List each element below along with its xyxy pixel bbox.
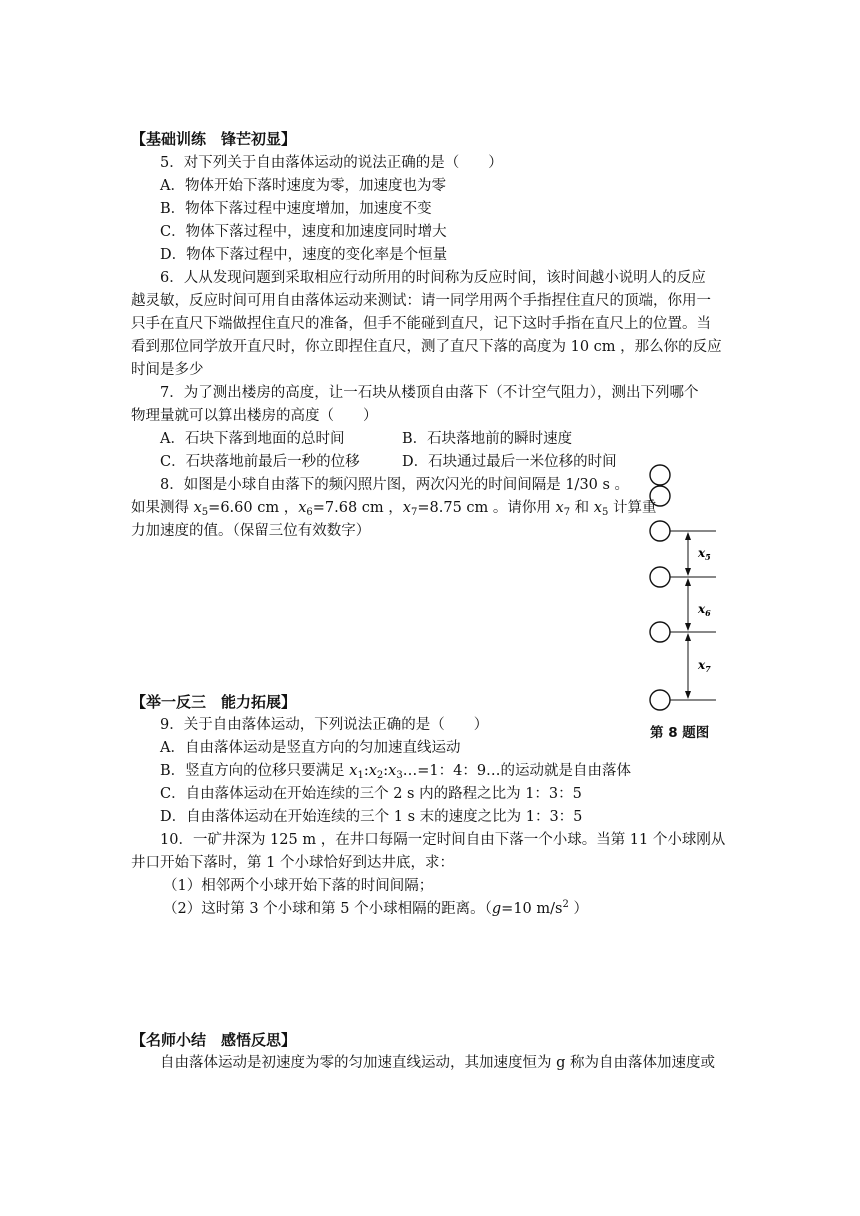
ball-1: [650, 465, 670, 485]
var-x: x: [555, 500, 564, 516]
figure-caption: 第 8 题图: [650, 725, 710, 741]
q6-line-3: 只手在直尺下端做捏住直尺的准备，但手不能碰到直尺，记下这时手指在直尺上的位置。当: [131, 316, 711, 332]
q9-option-d: D．自由落体运动在开始连续的三个 1 s 末的速度之比为 1：3：5: [160, 809, 583, 825]
q10-part-1: （1）相邻两个小球开始下落的时间间隔；: [163, 878, 434, 894]
ball-6: [650, 690, 670, 710]
q9-option-a: A．自由落体运动是竖直方向的匀加速直线运动: [160, 740, 461, 756]
ball-3: [650, 521, 670, 541]
q8-line-2: [131, 497, 656, 519]
var-x: x: [593, 500, 602, 516]
q8-text-end: 计算重: [608, 500, 657, 516]
var-x: x: [368, 763, 377, 779]
q7-option-b: B．石块落地前的瞬时速度: [402, 431, 573, 447]
strobe-photo-figure: [640, 455, 750, 717]
sub-5: 5: [201, 507, 209, 518]
q10-line-2: 井口开始下落时，第 1 个小球恰好到达井底，求：: [131, 855, 454, 871]
q7-option-d: D．石块通过最后一米位移的时间: [402, 454, 617, 470]
q7-option-a: A．石块下落到地面的总时间: [160, 431, 345, 447]
q10-p2-end: ）: [568, 901, 588, 917]
label-x5: $x_5$: [698, 546, 711, 562]
label-x6: $x_6$: [698, 602, 711, 618]
var-x: x: [298, 500, 307, 516]
q6-line-1: 6．人从发现问题到采取相应行动所用的时间称为反应时间，该时间越小说明人的反应: [160, 270, 706, 286]
q10-p2-sup: 2: [562, 899, 569, 910]
q7-line-1: 7．为了测出楼房的高度，让一石块从楼顶自由落下（不计空气阻力），测出下列哪个: [160, 385, 699, 401]
section-heading-extend: 【举一反三 能力拓展】: [131, 693, 297, 711]
ball-2: [650, 486, 670, 506]
q7-line-2: 物理量就可以算出楼房的高度（ ）: [131, 408, 378, 424]
q5-option-b: B．物体下落过程中速度增加，加速度不变: [160, 201, 432, 217]
var-x: x: [388, 763, 397, 779]
q5-stem: 5．对下列关于自由落体运动的说法正确的是（ ）: [160, 155, 503, 171]
sub-7: 7: [563, 507, 571, 518]
q8-and: 和: [570, 500, 594, 516]
q8-line-3: 力加速度的值。（保留三位有效数字）: [131, 523, 371, 539]
q10-line-1: 10．一矿井深为 125 m ，在井口每隔一定时间自由下落一个小球。当第 11 个小球刚从: [160, 832, 726, 848]
q8-x7-value: =8.75 cm 。请你用: [417, 500, 556, 516]
arrow-up-icon: [685, 532, 691, 540]
q5-option-a: A．物体开始下落时速度为零，加速度也为零: [160, 178, 446, 194]
var-g: g: [491, 901, 502, 917]
arrow-down-icon: [685, 568, 691, 576]
arrow-down-icon: [685, 691, 691, 699]
q9-b-pre: B．竖直方向的位移只要满足: [160, 763, 350, 779]
q8-x6-value: =7.68 cm ，: [312, 500, 403, 516]
q6-line-4: 看到那位同学放开直尺时，你立即捏住直尺，测了直尺下落的高度为 10 cm ，那么你的反应: [131, 339, 722, 355]
q9-stem: 9．关于自由落体运动，下列说法正确的是（ ）: [160, 717, 489, 733]
q10-part-2: [163, 898, 588, 920]
q8-x5-value: =6.60 cm ，: [208, 500, 299, 516]
q7-option-c: C．石块落地前最后一秒的位移: [160, 454, 360, 470]
ball-5: [650, 622, 670, 642]
q9-b-post: …=1：4：9…的运动就是自由落体: [402, 763, 632, 779]
arrow-down-icon: [685, 623, 691, 631]
ball-4: [650, 567, 670, 587]
sub-6: 6: [306, 507, 313, 518]
q9-option-b: B．竖直方向的位移只要满足 $x_1:x_2:x_3\dots=1$：4：9…的运动就是自由落体: [160, 763, 632, 781]
q6-line-5: 时间是多少: [131, 362, 204, 378]
label-x7: $x_7$: [698, 658, 711, 674]
q5-option-d: D．物体下落过程中，速度的变化率是个恒量: [160, 247, 448, 263]
q10-p2-post: =10 m/s: [501, 901, 563, 917]
q8-line-1: 8．如图是小球自由落下的频闪照片图，两次闪光的时间间隔是 1/30 s 。: [160, 477, 630, 493]
q8-text: 如果测得: [131, 500, 194, 516]
q5-option-c: C．物体下落过程中，速度和加速度同时增大: [160, 224, 447, 240]
section-heading-summary: 【名师小结 感悟反思】: [131, 1031, 297, 1049]
var-x: x: [349, 763, 358, 779]
q10-p2-pre: （2）这时第 3 个小球和第 5 个小球相隔的距离。（: [163, 901, 492, 917]
arrow-up-icon: [685, 633, 691, 641]
var-x: x: [402, 500, 411, 516]
section-heading-basic: 【基础训练 锋芒初显】: [131, 130, 297, 148]
sub-5: 5: [601, 507, 609, 518]
arrow-up-icon: [685, 578, 691, 586]
var-x: x: [193, 500, 202, 516]
q9-option-c: C．自由落体运动在开始连续的三个 2 s 内的路程之比为 1：3：5: [160, 786, 582, 802]
sub-7: 7: [410, 507, 418, 518]
q6-line-2: 越灵敏，反应时间可用自由落体运动来测试：请一同学用两个手指捏住直尺的顶端，你用一: [131, 293, 711, 309]
summary-text: 自由落体运动是初速度为零的匀加速直线运动，其加速度恒为 g 称为自由落体加速度或: [160, 1055, 715, 1071]
